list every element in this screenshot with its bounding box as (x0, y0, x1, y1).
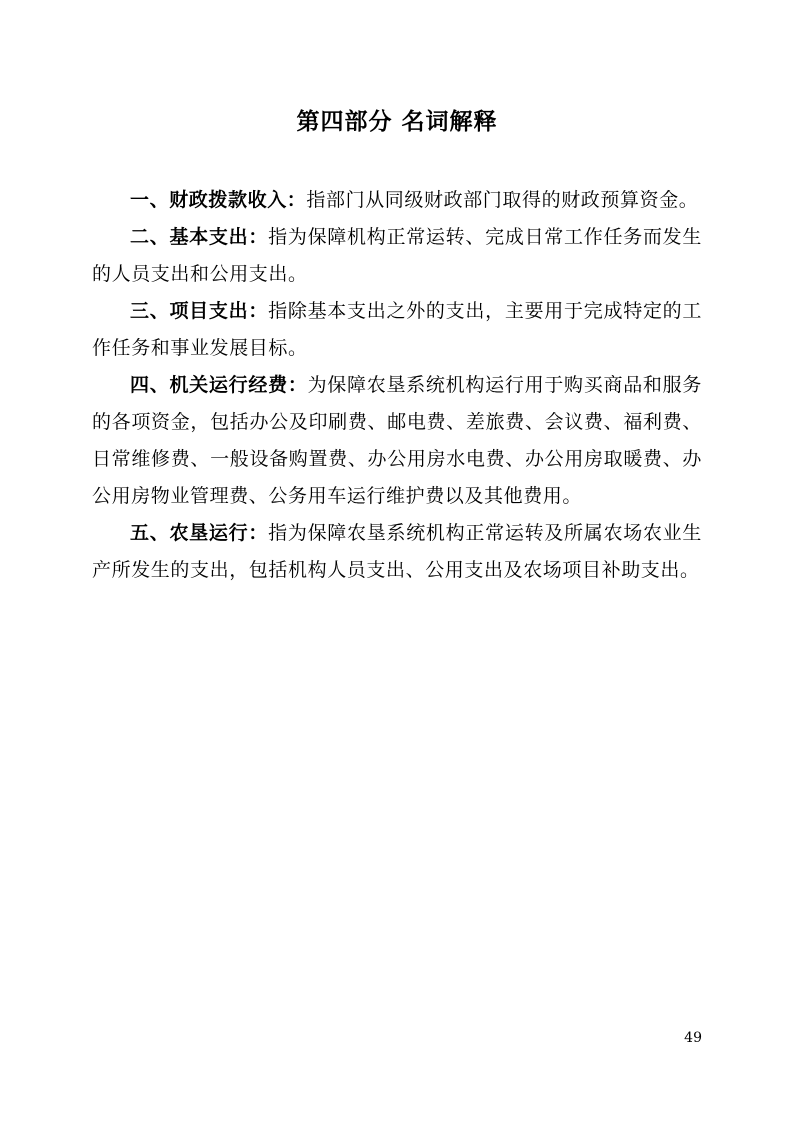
definition-text-2: 指为保障机构正常运转、完成日常工作任务而发生的人员支出和公用支出。 (92, 226, 703, 285)
definition-term-2: 二、基本支出： (130, 226, 269, 248)
document-body (0, 182, 794, 589)
page-number: 49 (684, 1030, 702, 1046)
definition-text-3: 指除基本支出之外的支出，主要用于完成特定的工作任务和事业发展目标。 (92, 300, 703, 359)
page-title: 第四部分 名词解释 (296, 108, 498, 135)
definition-term-3: 三、项目支出： (130, 300, 269, 322)
definition-text-1: 指部门从同级财政部门取得的财政预算资金。 (306, 189, 699, 211)
definition-term-4: 四、机关运行经费： (130, 374, 308, 396)
definition-text-4: 为保障农垦系统机构运行用于购买商品和服务的各项资金，包括办公及印刷费、邮电费、差旅费、会议费、福利费、日常维修费、一般设备购置费、办公用房水电费、办公用房取暖费、办公用房物业管理费、公务用车运行维护费以及其他费用。 (92, 374, 702, 507)
definition-term-5: 五、农垦运行： (130, 522, 269, 544)
definition-term-1: 一、财政拨款收入： (130, 189, 307, 211)
definition-paragraph-5 (92, 515, 702, 589)
definition-text-5: 指为保障农垦系统机构正常运转及所属农场农业生产所发生的支出，包括机构人员支出、公用支出及农场项目补助支出。 (92, 522, 703, 581)
definition-paragraph-1 (92, 182, 702, 219)
definition-paragraph-4 (92, 367, 702, 515)
definition-paragraph-2 (92, 219, 702, 293)
definition-paragraph-3 (92, 293, 702, 367)
